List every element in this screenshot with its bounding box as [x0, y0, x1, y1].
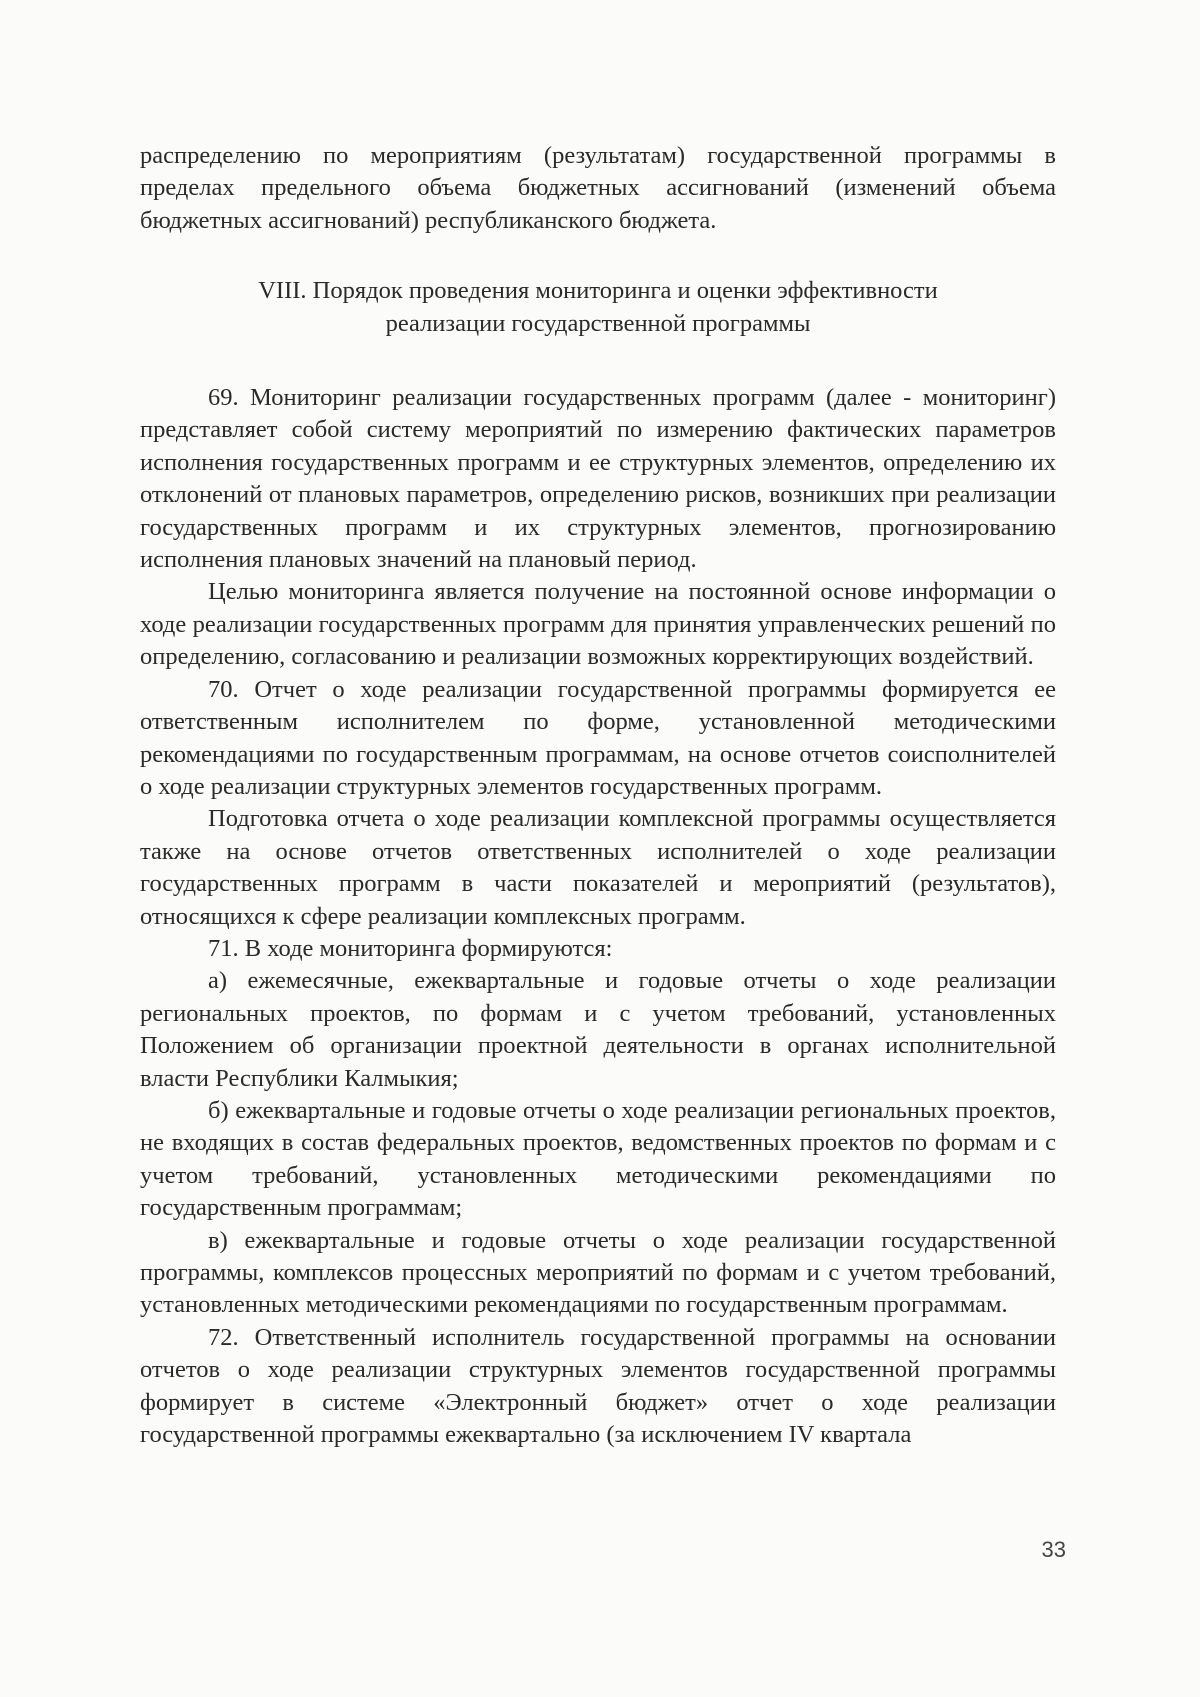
- section-heading: [140, 275, 1056, 340]
- section-heading-line-1: VIII. Порядок проведения мониторинга и оценки эффективности: [258, 277, 938, 305]
- intro-paragraph: распределению по мероприятиям (результатам) государственной программы в пределах предельного объема бюджетных ассигнований (изменений объема бюджетных ассигнований) республиканского бюджета.: [140, 142, 1056, 234]
- paragraph-72: 72. Ответственный исполнитель государственной программы на основании отчетов о ходе реализации структурных элементов государственной программы формирует в системе «Электронный бюджет» отчет о ходе реализации государственной программы ежеквартально (за исключением IV квартала: [140, 1323, 1056, 1449]
- paragraph-complex-program-report: Подготовка отчета о ходе реализации комплексной программы осуществляется также на основе отчетов ответственных исполнителей о ходе реализации государственных программ в части показателей и мероприятий (результатов), относящихся к сфере реализации комплексных программ.: [140, 805, 1056, 930]
- paragraph-69: 69. Мониторинг реализации государственных программ (далее - мониторинг) представляет собой систему мероприятий по измерению фактических параметров исполнения государственных программ и ее структурных элементов, определению их отклонений от плановых параметров, определению рисков, возникших при реализации государственных программ и их структурных элементов, прогнозированию исполнения плановых значений на плановый период.: [140, 384, 1056, 574]
- list-item-a: а) ежемесячные, ежеквартальные и годовые отчеты о ходе реализации региональных проектов, по формам и с учетом требований, установленных Положением об организации проектной деятельности в органах исполнительной власти Республики Калмыкия;: [140, 967, 1056, 1092]
- paragraph-71: 71. В ходе мониторинга формируются:: [208, 934, 613, 962]
- page-number: 33: [1041, 1537, 1066, 1562]
- paragraph-monitoring-goal: Целью мониторинга является получение на постоянной основе информации о ходе реализации государственных программ для принятия управленческих решений по определению, согласованию и реализации возможных корректирующих воздействий.: [140, 578, 1056, 671]
- list-item-v: в) ежеквартальные и годовые отчеты о ходе реализации государственной программы, комплексов процессных мероприятий по формам и с учетом требований, установленных методическими рекомендациями по государственным программам.: [140, 1226, 1056, 1319]
- list-item-b: б) ежеквартальные и годовые отчеты о ходе реализации региональных проектов, не входящих в состав федеральных проектов, ведомственных проектов по формам и с учетом требований, установленных методическими рекомендациями по государственным программам;: [140, 1096, 1056, 1222]
- document-page: [140, 140, 1056, 1451]
- section-heading-line-2: реализации государственной программы: [385, 309, 811, 337]
- paragraph-70: 70. Отчет о ходе реализации государственной программы формируется ее ответственным исполнителем по форме, установленной методическими рекомендациями по государственным программам, на основе отчетов соисполнителей о ходе реализации структурных элементов государственных программ.: [140, 675, 1056, 800]
